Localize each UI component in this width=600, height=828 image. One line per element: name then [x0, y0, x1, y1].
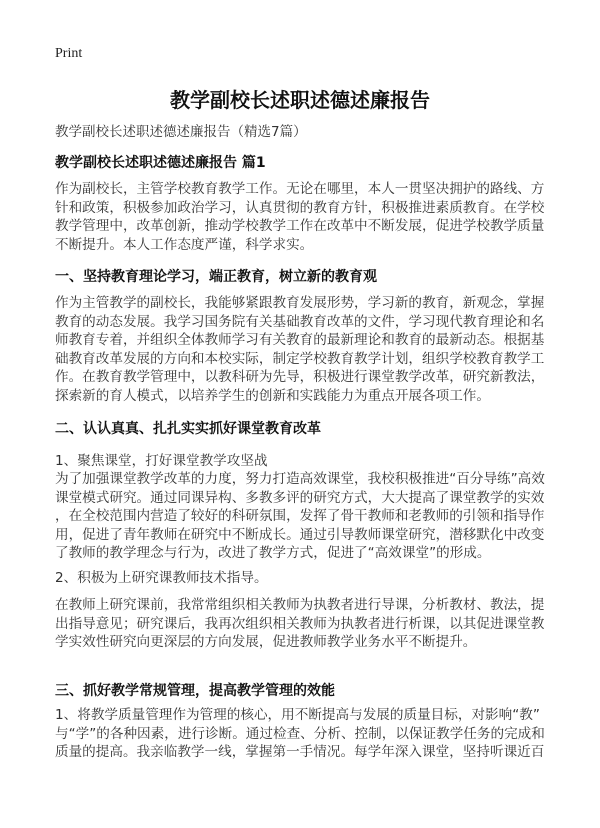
paragraph-line: 探索新的育人模式，以培养学生的创新和实践能力为重点开展各项工作。 — [55, 387, 490, 404]
paragraph-line: 质量的提高。我亲临教学一线，掌握第一手情况。每学年深入课堂，坚持听课近百 — [55, 744, 545, 760]
page-title: 教学副校长述职述德述廉报告 — [170, 88, 430, 112]
paragraph-line: 作为主管教学的副校长，我能够紧跟教育发展形势，学习新的教育，新观念，掌握 — [55, 295, 545, 311]
paragraph-line: 针和政策，积极参加政治学习，认真贯彻的教育方针，积极推进素质教育。在学校 — [55, 199, 545, 216]
subtitle: 教学副校长述职述德述廉报告（精选7篇） — [55, 124, 307, 140]
paragraph-line: 础教育改革发展的方向和本校实际，制定学校教育教学计划，组织学校教育教学工 — [55, 350, 545, 367]
paragraph-line: 师教育专着，并组织全体教师学习有关教育的最新理论和教育的最新动态。根据基 — [55, 332, 545, 348]
paragraph-5 — [55, 706, 595, 762]
paragraph-line: 学实效性研究向更深层的方向发展，促进教师教学业务水平不断提升。 — [55, 634, 477, 650]
heading-2: 二、认认真真、扎扎实实抓好课堂教育改革 — [55, 421, 321, 437]
paragraph-line: 课堂模式研究。通过同课异构、多教多评的研究方式，大大提高了课堂教学的实效 — [55, 489, 545, 506]
heading-1: 一、坚持教育理论学习，端正教育，树立新的教育观 — [55, 269, 377, 285]
item-1: 1、聚焦课堂，打好课堂教学攻坚战 — [55, 453, 268, 469]
paragraph-2 — [55, 294, 595, 405]
paragraph-line: ，在全校范围内营造了较好的科研氛围，发挥了骨干教师和老教师的引领和指导作 — [55, 508, 545, 524]
paragraph-line: 不断提升。本人工作态度严谨，科学求实。 — [55, 236, 314, 253]
heading-3: 三、抓好教学常规管理，提高教学管理的效能 — [55, 683, 335, 699]
paragraph-line: 作。在教育教学管理中，以教科研为先导，积极进行课堂教学改革，研究新教法， — [55, 369, 545, 385]
paragraph-1 — [55, 180, 595, 254]
paragraph-line: 作为副校长，主管学校教育教学工作。无论在哪里，本人一贯坚决拥护的路线、方 — [55, 181, 545, 197]
section-title: 教学副校长述职述德述廉报告 篇1 — [55, 155, 266, 171]
paragraph-line: 用，促进了青年教师在研究中不断成长。通过引导教师课堂研究，潜移默化中改变 — [55, 526, 545, 543]
paragraph-line: 与“学”的各种因素，进行诊断。通过检查、分析、控制，以保证教学任务的完成和 — [55, 725, 545, 742]
paragraph-line: 为了加强课堂教学改革的力度，努力打造高效课堂，我校积极推进“百分导练”高效 — [55, 471, 545, 487]
item-2: 2、积极为上研究课教师技术指导。 — [55, 570, 268, 586]
paragraph-line: 1、将教学质量管理作为管理的核心，用不断提高与发展的质量目标，对影响“教” — [55, 707, 540, 723]
paragraph-4 — [55, 596, 595, 652]
paragraph-line: 教育的动态发展。我学习国务院有关基础教育改革的文件，学习现代教育理论和名 — [55, 313, 545, 330]
paragraph-3 — [55, 470, 595, 563]
paragraph-line: 了教师的教学理念与行为，改进了教学方式，促进了“高效课堂”的形成。 — [55, 545, 491, 561]
print-link[interactable]: Print — [55, 46, 83, 61]
paragraph-line: 教学管理中，改革创新，推动学校教学工作在改革中不断发展，促进学校教学质量 — [55, 218, 545, 234]
paragraph-line: 在教师上研究课前，我常常组织相关教师为执教者进行导课，分析教材、教法，提 — [55, 597, 545, 613]
paragraph-line: 出指导意见；研究课后，我再次组织相关教师为执教者进行析课，以其促进课堂教 — [55, 615, 545, 632]
